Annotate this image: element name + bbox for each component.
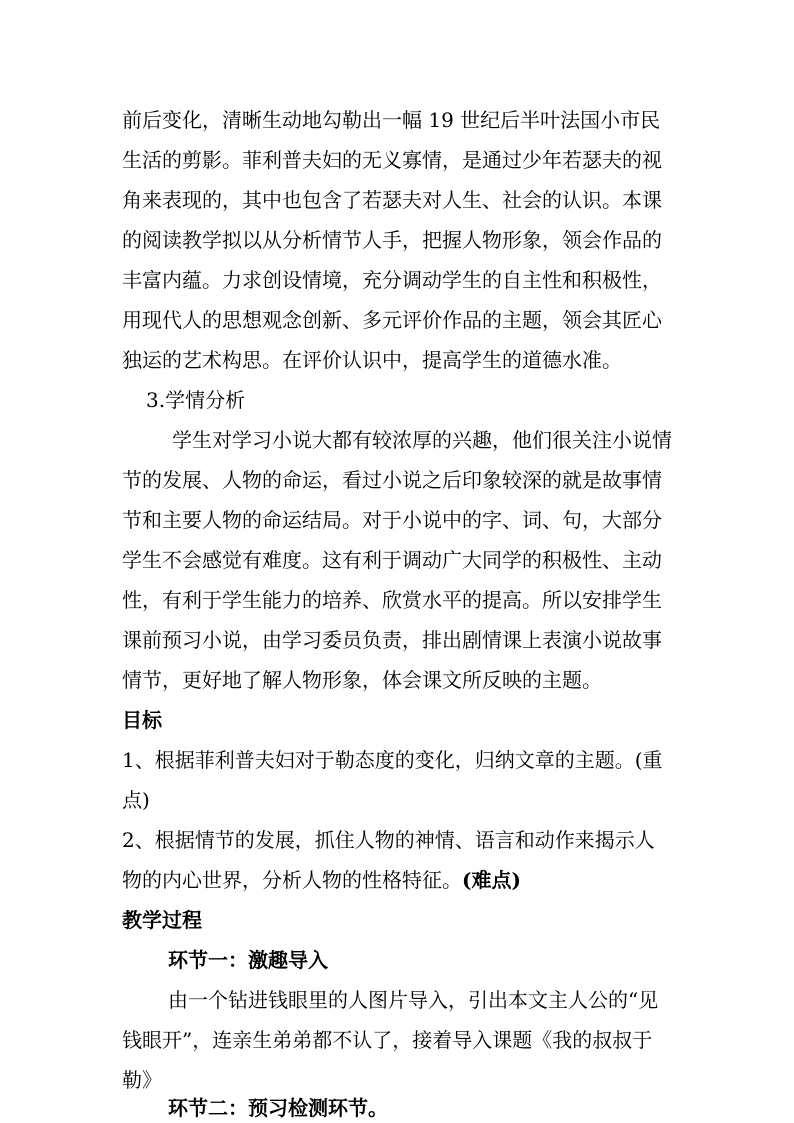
section-heading: 3.学情分析 [146,388,246,412]
paragraph-line: 钱眼开”，连亲生弟弟都不认了，接着导入课题《我的叔叔于 [122,1028,653,1052]
goal-text: 物的内心世界，分析人物的性格特征。 [122,868,462,892]
goal-item: 2、根据情节的发展，抓住人物的神情、语言和动作来揭示人 [122,828,655,852]
paragraph-line: 课前预习小说，由学习委员负责，排出剧情课上表演小说故事 [122,628,662,652]
paragraph-line: 的阅读教学拟以从分析情节人手，把握人物形象，领会作品的 [122,228,662,252]
goals-heading: 目标 [122,708,162,732]
paragraph-line: 用现代人的思想观念创新、多元评价作品的主题，领会其匠心 [122,308,662,332]
goal-emphasis: (难点) [462,868,521,892]
paragraph-line: 由一个钻进钱眼里的人图片导入，引出本文主人公的“见 [168,988,659,1012]
paragraph-line: 情节，更好地了解人物形象，体会课文所反映的主题。 [122,668,602,692]
goal-item: 1、根据菲利普夫妇对于勒态度的变化，归纳文章的主题。(重 [122,748,663,772]
paragraph-line: 勒》 [122,1068,162,1092]
paragraph-line: 角来表现的，其中也包含了若瑟夫对人生、社会的认识。本课 [122,188,662,212]
paragraph-line: 丰富内蕴。力求创设情境，充分调动学生的自主性和积极性， [122,268,662,292]
paragraph-line: 独运的艺术构思。在评价认识中，提高学生的道德水准。 [122,348,622,372]
process-heading: 教学过程 [122,908,202,932]
paragraph-line: 生活的剪影。菲利普夫妇的无义寡情，是通过少年若瑟夫的视 [122,148,662,172]
goal-item: 点) [122,788,150,812]
paragraph-line: 性，有利于学生能力的培养、欣赏水平的提高。所以安排学生 [122,588,662,612]
paragraph-line: 前后变化，清晰生动地勾勒出一幅 19 世纪后半叶法国小市民 [122,108,661,132]
goal-item [122,868,521,892]
step-heading: 环节二：预习检测环节。 [168,1096,388,1120]
step-heading: 环节一：激趣导入 [168,948,328,972]
paragraph-line: 节和主要人物的命运结局。对于小说中的字、词、句，大部分 [122,508,662,532]
paragraph-line: 节的发展、人物的命运，看过小说之后印象较深的就是故事情 [122,468,662,492]
paragraph-line: 学生不会感觉有难度。这有利于调动广大同学的积极性、主动 [122,548,662,572]
paragraph-line: 学生对学习小说大都有较浓厚的兴趣，他们很关注小说情 [172,428,672,452]
